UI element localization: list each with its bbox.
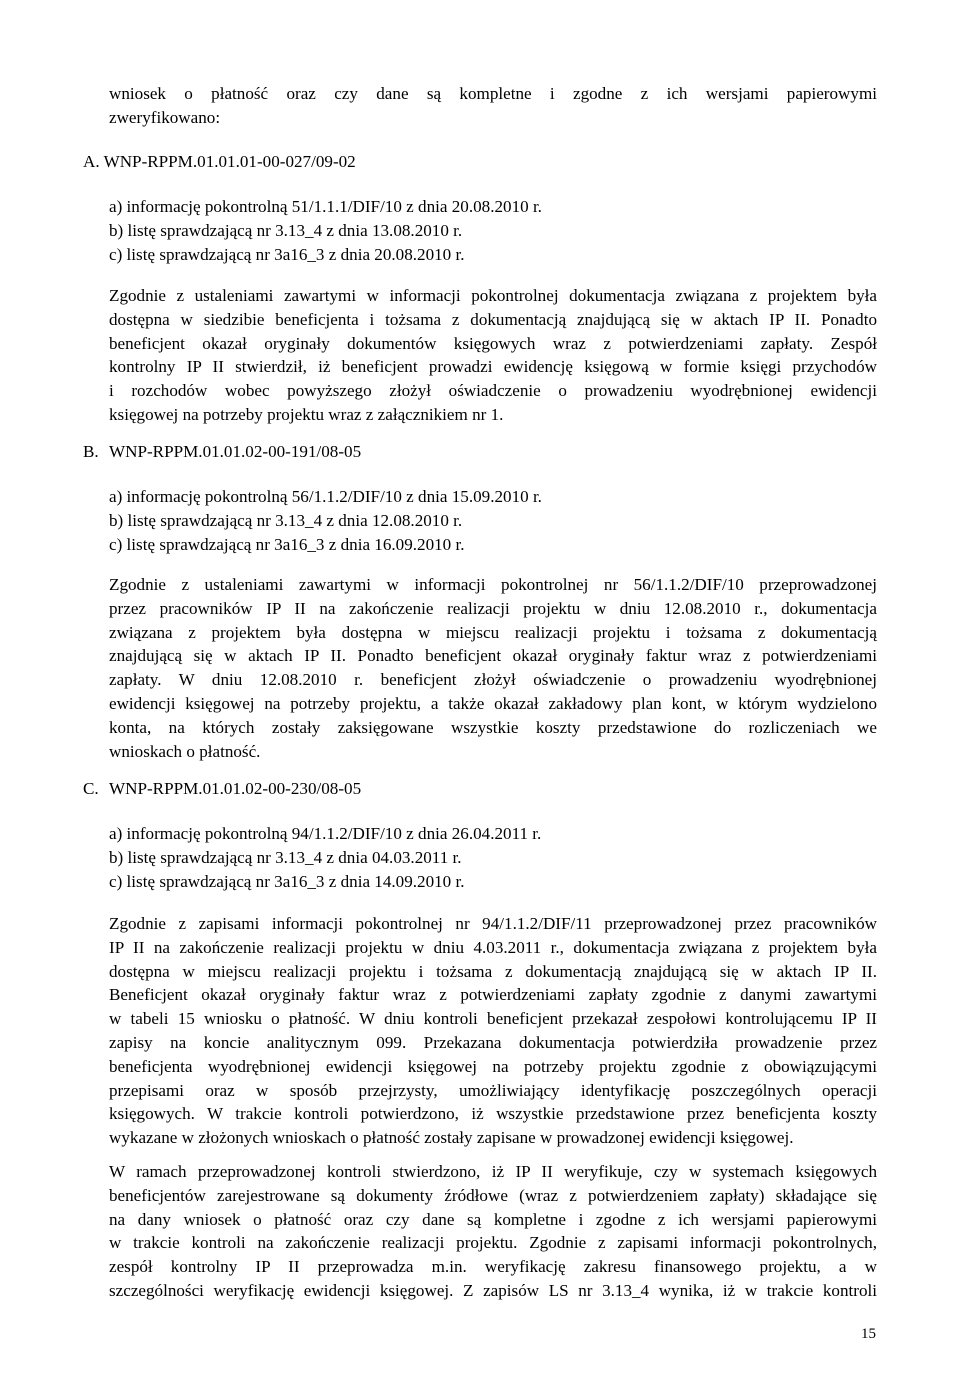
section-letter: C. [83,779,99,798]
paragraph-line: zapisy na koncie analitycznym 099. Przekazana dokumentacja potwierdziła prowadzenie przez [109,1032,877,1052]
paragraph-line: na dany wniosek o płatność oraz czy dane są kompletne i zgodne z ich wersjami papierowymi [109,1209,877,1229]
paragraph-line: dostępna w siedzibie beneficjenta i tożsama z dokumentacją znajdującą się w aktach IP II. Ponadto [109,309,877,329]
paragraph-line: w trakcie kontroli na zakończenie realizacji projektu. Zgodnie z zapisami informacji pokontrolnych, [109,1233,877,1253]
paragraph-line: Zgodnie z zapisami informacji pokontrolnej nr 94/1.1.2/DIF/11 przeprowadzonej przez pracowników [109,914,877,933]
paragraph-line: związana z projektem była dostępna w miejscu realizacji projektu i tożsama z dokumentacją [109,622,877,642]
section-b-list [109,485,877,556]
closing-paragraph [109,1160,877,1303]
paragraph-line: W ramach przeprowadzonej kontroli stwierdzono, iż IP II weryfikuje, czy w systemach księgowych [109,1162,877,1181]
paragraph-line: Zgodnie z ustaleniami zawartymi w informacji pokontrolnej nr 56/1.1.2/DIF/10 przeprowadzonej [109,575,877,594]
paragraph-line: wykazane w złożonych wnioskach o płatność zostały zapisane w prowadzonej ewidencji księgowej. [109,1128,794,1148]
section-title: WNP-RPPM.01.01.02-00-191/08-05 [109,442,362,461]
section-a-paragraph [109,284,877,427]
list-item: a) informację pokontrolną 94/1.1.2/DIF/10 z dnia 26.04.2011 r. [109,824,542,843]
paragraph-line: szczególności weryfikację ewidencji księgowej. Z zapisów LS nr 3.13_4 wynika, iż w trakcie kontroli [109,1280,877,1300]
paragraph-line: zweryfikowano: [109,107,221,127]
list-item: b) listę sprawdzającą nr 3.13_4 z dnia 13.08.2010 r. [109,220,463,240]
list-item: b) listę sprawdzającą nr 3.13_4 z dnia 04.03.2011 r. [109,847,462,867]
intro-paragraph [109,82,877,130]
paragraph-line: wnioskach o płatność. [109,741,261,761]
section-c-heading [83,777,361,801]
paragraph-line: przez pracowników IP II na zakończenie realizacji projektu w dniu 12.08.2010 r., dokumentacja [109,598,877,618]
section-a-heading: A. WNP-RPPM.01.01.01-00-027/09-02 [83,152,356,171]
paragraph-line: konta, na których zostały zaksięgowane wszystkie koszty przedstawione do rozliczeniach we [109,717,877,737]
section-c-paragraph [109,912,877,1150]
section-b-paragraph [109,573,877,763]
list-item: c) listę sprawdzającą nr 3a16_3 z dnia 16.09.2010 r. [109,534,465,554]
paragraph-line: zapłaty. W dniu 12.08.2010 r. beneficjent złożył oświadczenie o prowadzeniu wyodrębnionej [109,670,877,690]
section-letter: B. [83,442,99,461]
paragraph-line: zespół kontrolny IP II przeprowadza m.in. weryfikację zakresu finansowego projektu, a w [109,1257,877,1277]
list-item: a) informację pokontrolną 51/1.1.1/DIF/10 z dnia 20.08.2010 r. [109,197,542,216]
paragraph-line: beneficjenta wyodrębnionej ewidencji księgowej na potrzeby projektu zgodnie z obowiązującymi [109,1056,877,1076]
section-b-heading [83,440,361,464]
paragraph-line: IP II na zakończenie realizacji projektu w dniu 4.03.2011 r., dokumentacja związana z projektem była [109,937,877,957]
list-item: a) informację pokontrolną 56/1.1.2/DIF/10 z dnia 15.09.2010 r. [109,487,542,506]
list-item: b) listę sprawdzającą nr 3.13_4 z dnia 12.08.2010 r. [109,510,463,530]
paragraph-line: znajdującą się w aktach IP II. Ponadto beneficjent okazał oryginały faktur wraz z potwierdzeniami [109,646,877,666]
paragraph-line: beneficjent okazał oryginały dokumentów księgowych wraz z potwierdzeniami zapłaty. Zespół [109,333,877,353]
paragraph-line: beneficjentów zarejestrowane są dokumenty źródłowe (wraz z potwierdzeniem zapłaty) składające się [109,1185,877,1205]
section-title: WNP-RPPM.01.01.02-00-230/08-05 [109,779,362,798]
page-number: 15 [861,1326,876,1342]
paragraph-line: Zgodnie z ustaleniami zawartymi w informacji pokontrolnej dokumentacja związana z projektem była [109,286,877,305]
section-c-list [109,822,877,893]
section-a-list [109,195,877,266]
paragraph-line: w tabeli 15 wniosku o płatność. W dniu kontroli beneficjent przekazał zespołowi kontrolującemu IP II [109,1009,877,1029]
paragraph-line: kontrolny IP II stwierdził, iż beneficjent prowadzi ewidencję księgową w formie księgi przychodów [109,357,877,377]
list-item: c) listę sprawdzającą nr 3a16_3 z dnia 14.09.2010 r. [109,871,465,891]
paragraph-line: ewidencji księgowej na potrzeby projektu, a także okazał zakładowy plan kont, w którym wydzielono [109,693,877,713]
paragraph-line: przepisami oraz w sposób przejrzysty, umożliwiający identyfikację poszczególnych operacji [109,1080,877,1100]
paragraph-line: Beneficjent okazał oryginały faktur wraz z potwierdzeniami zapłaty zgodnie z danymi zawartymi [109,985,877,1005]
paragraph-line: dostępna w miejscu realizacji projektu i tożsama z dokumentacją znajdującą się w aktach IP II. [109,961,877,981]
paragraph-line: księgowych. W trakcie kontroli potwierdzono, iż wszystkie przedstawione przez beneficjenta koszty [109,1104,877,1124]
paragraph-line: wniosek o płatność oraz czy dane są kompletne i zgodne z ich wersjami papierowymi [109,84,877,103]
paragraph-line: i rozchodów wobec powyższego złożył oświadczenie o prowadzeniu wyodrębnionej ewidencji [109,381,877,401]
paragraph-line: księgowej na potrzeby projektu wraz z załącznikiem nr 1. [109,404,504,424]
list-item: c) listę sprawdzającą nr 3a16_3 z dnia 20.08.2010 r. [109,244,465,264]
